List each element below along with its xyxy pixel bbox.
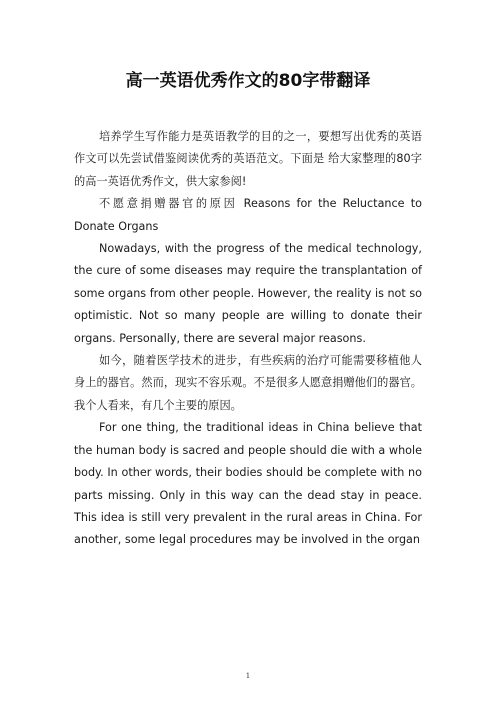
english-paragraph-2: For one thing, the traditional ideas in China believe that the human body is sacred and people should die with a whole body. In other words, their bodies should be complete with no parts missing. Only in this way can the dead stay in peace. This idea is still very prevalent in the rural areas in China. For another, some legal procedures may be involved in the organ [74, 421, 422, 547]
chinese-paragraph-1: 如今，随着医学技术的进步，有些疾病的治疗可能需要移植他人身上的器官。然而，现实不容乐观。不是很多人愿意捐赠他们的器官。我个人看来，有几个主要的原因。 [74, 354, 422, 412]
english-paragraph-1: Nowadays, with the progress of the medical technology, the cure of some diseases may require the transplantation of some organs from other people. However, the reality is not so optimistic. Not so many people are willing to donate their organs. Personally, there are several major reasons. [74, 242, 423, 345]
essay-heading-paragraph: 不愿意捐赠器官的原因 Reasons for the Reluctance to Donate Organs [74, 197, 422, 233]
page-number: 1 [245, 672, 251, 680]
intro-paragraph: 培养学生写作能力是英语教学的目的之一，要想写出优秀的英语作文可以先尝试借鉴阅读优秀的英语范文。下面是 给大家整理的80字的高一英语优秀作文，供大家参阅! [74, 130, 422, 188]
page-title: 高一英语优秀作文的80字带翻译 [125, 71, 371, 91]
document-body [74, 126, 422, 552]
